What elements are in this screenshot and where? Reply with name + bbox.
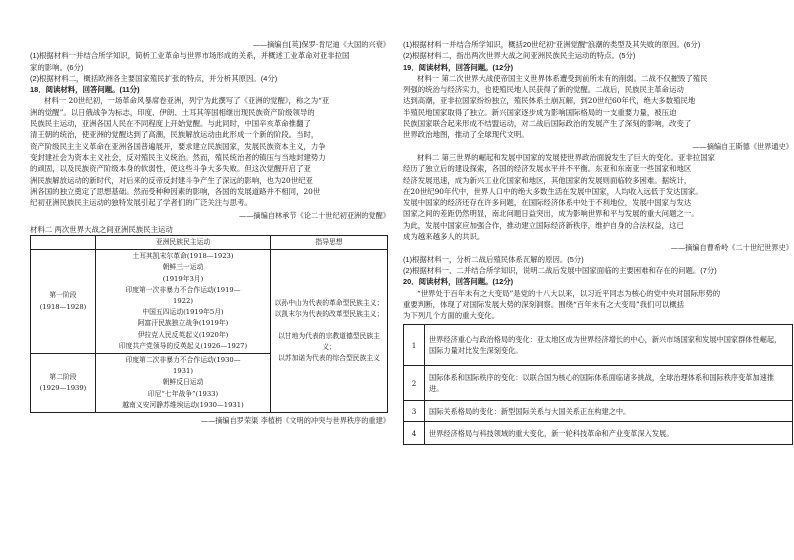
movements-cell [96,250,271,354]
material-2-paragraph [403,152,793,242]
row-number: 3 [404,401,425,422]
material-line: 材料一 第二次世界大战使帝国主义世界体系遭受到前所未有的削弱。二战不仅摧毁了殖民 [417,73,708,83]
movement-item: 印尼“七年战争”(1933) [147,389,219,398]
table-header-row [31,236,388,250]
row-text: 国际关系格局的变化：新型国际关系与大国关系正在构建之中。 [425,401,793,422]
stage-years: (1918—1928) [39,302,87,311]
material-line: 材料一 20世纪初，一场革命风暴席卷亚洲，列宁为此撰写了《亚洲的觉醒》，称之为“亚 [44,96,330,106]
material-line: 为下列几个方面的重大变化。 [403,311,500,321]
material-line: 清王朝的统治，使亚洲的觉醒达到了高潮，民族解放运动由此形成一个新的阶段。当时， [30,130,319,140]
row-text: 世界经济重心与政治格局的变化：亚太地区成为世界经济增长的中心，新兴市场国家和发展中国家群体性崛起，国际力量对比发生深刻变化。 [425,325,793,366]
row-text: 世界经济格局与科技领域的重大变化，新一轮科技革命和产业变革深入发展。 [425,422,793,445]
movements-table [30,235,388,413]
movement-item: 土耳其凯末尔革命(1918—1923) [132,252,234,261]
material-1-paragraph [30,95,390,208]
stage-cell [31,250,96,354]
table-row [404,325,793,366]
material-line: 材料二 第三世界的崛起和发展中国家的发展使世界政治面貌发生了巨大的变化。亚非拉国家 [417,152,715,162]
guide-item: 以甘地为代表的宗教道德型民族主义； [278,331,380,351]
right-column [403,0,793,445]
movement-item: (1919年3月) [162,274,204,283]
material-line: 发展中国家的经济还存在许多问题，在国际经济体系中处于不利地位，发展中国家与发达 [403,198,692,208]
material-line: 资产阶级民主主义革命在亚洲各国普遍展开，要求建立民族国家，发展民族资本主义，力争 [30,141,326,151]
question-20-paragraph [403,288,793,322]
stage-cell [31,354,96,413]
material-line: 世界政治地图，推动了全球现代文明。 [403,130,529,140]
material-line: 洲民族解放运动的新时代，对后来的反帝反封建斗争产生了深远的影响，也为20世纪亚 [30,175,313,185]
left-column [30,0,390,426]
changes-table [403,324,793,445]
source-citation: ——摘编自罗荣渠 李植枬《文明的冲突与世界秩序的重建》 [200,416,390,426]
material-line: 民族国家联合起来形成不结盟运动，对二战后国际政治的发展产生了深刻的影响，改变了 [403,119,692,129]
movement-item: 中国五四运动(1919年5月) [142,308,224,317]
material-line: 在20世纪90年代中，世界人口中的绝大多数生活在发展中国家，人均收入远低于发达国家。 [403,186,703,196]
question-18-heading: 18．阅读材料，回答问题。(11分) [30,85,140,95]
source-citation: ——摘编自[英]保罗·肯尼迪《大国的兴衰》 [252,40,390,49]
question-18-2: (2)根据材料二，指出两次世界大战之间亚洲民族民主运动的特点。(5分) [403,51,636,61]
material-line: 民族民主运动，亚洲各国人民在不同程度上开始觉醒。与此同时，中国辛亥革命推翻了 [30,119,311,129]
row-number: 2 [404,366,425,401]
question-17-1-cont: 家的影响。(6分) [30,62,84,72]
source-citation: ——摘编自王斯德《世界通史》 [692,141,793,151]
question-19-heading: 19．阅读材料，回答问题。(12分) [403,62,514,72]
material-line: 列强的统治与经济实力，也使殖民地人民获得了新的觉醒。二战后，民族民主革命运动 [403,85,684,95]
table-row [31,250,388,354]
table-header-cell: 指导思想 [271,236,388,250]
material-line: 变封建社会为资本主义社会，反对殖民主义统治。然而，殖民统治者的镇压与当地封建势力 [30,152,326,162]
question-19-2: (2)根据材料一、二并结合所学知识，说明二战后发展中国家面临的主要困难和存在的问题。(7分) [403,265,717,275]
source-citation: ——摘编自曹希岭《二十世纪世界史》 [670,243,793,253]
question-19-1: (1)根据材料一，分析二战后殖民体系瓦解的原因。(5分) [403,254,584,264]
question-17-2: (2)根据材料二，概括欧洲各主要国家殖民扩张的特点，并分析其原因。(4分) [30,73,278,83]
guide-item: 以凯末尔为代表的改革型民族主义； [274,310,384,319]
material-line: 重要判断，体现了对国际发展大势的深刻洞察。围绕“百年未有之大变局”我们可以概括 [403,299,685,309]
question-18-1: (1)根据材料一并结合所学知识，概括20世纪初“亚洲觉醒”浪潮的类型及其失败的原因。(6分) [403,40,701,49]
question-20-heading: 20．阅读材料，回答问题。(12分) [403,277,514,287]
material-1-paragraph [403,73,793,141]
row-number: 4 [404,422,425,445]
movement-item: 印度共产党领导的反英起义(1926—1927) [118,341,248,350]
row-text: 国际体系和国际秩序的变化：以联合国为核心的国际体系面临诸多挑战，全球治理体系和国际秩序变革加速推进。 [425,366,793,401]
material-line: 洲各国的独立奠定了思想基础。然而受种种因素的影响，各国的发展道路并不相同，20世 [30,186,321,196]
material-line: 纪初亚洲民族民主运动的独特发展引起了学者们的广泛关注与思考。 [30,198,252,208]
guide-cell [271,250,388,413]
material-line: 成为越来越多人的共识。 [403,232,485,242]
movement-item: 伊拉克人民反英起义(1920年) [137,330,229,339]
material-line: 的顽固，以及民族资产阶级本身的软弱性，使这些斗争大多失败。但这次觉醒开启了亚 [30,164,311,174]
table-header-cell [31,236,96,250]
table-row [404,401,793,422]
row-number: 1 [404,325,425,366]
material-line: 为此，发展中国家应加强合作，推动建立国际经济新秩序，维护自身的合法权益，这已 [403,220,684,230]
material-line: 国家之间的差距仍然明显，南北问题日益突出，成为影响世界和平与发展的重大问题之一。 [403,209,699,219]
stage-years: (1929—1939) [39,384,87,393]
movement-item: 1931) [173,367,193,376]
stage-label: 第一阶段 [49,291,77,300]
source-citation: ——摘编自林承节《论二十世纪初亚洲的觉醒》 [239,211,390,221]
material-line: 半殖民地国家取得了独立。新兴国家逐步成为影响国际格局的一支重要力量，被压迫 [403,107,677,117]
question-17-1: (1)根据材料一并结合所学知识，简析工业革命与世界市场形成的关系，并概述工业革命对亚非拉国 [30,51,350,61]
material-line: 洲的觉醒”。以日俄战争为标志，印度、伊朗、土耳其等国相继出现民族资产阶级领导的 [30,107,315,117]
movement-item: 朝鲜反日运动 [162,378,204,387]
guide-item: 以苏加诺为代表的综合型民族主义 [278,353,380,362]
material-2-title: 材料二 两次世界大战之间亚洲民族民主运动 [30,224,173,234]
movements-cell [96,354,271,413]
movement-item: 印度第一次非暴力不合作运动(1919— [125,285,241,294]
movement-item: 越南义安河静苏维埃运动(1930—1931) [122,400,244,409]
material-line: 经济发展迅速，成为新兴工业化国家和地区，其他国家的发展则面临较多困难。据统计， [403,175,692,185]
guide-item: 以孙中山为代表的革命型民族主义； [274,299,384,308]
material-line: 达到高潮，亚非拉国家纷纷独立，殖民体系土崩瓦解，到20世纪60年代，绝大多数殖民地 [403,96,696,106]
table-row [404,366,793,401]
material-line: 经历了独立后的建设探索，各国的经济发展水平并不平衡。东亚和东南亚一些国家和地区 [403,164,692,174]
stage-label: 第二阶段 [49,372,77,381]
material-line: “世界处于百年未有之大变局”是党的十八大以来，以习近平同志为核心的党中央对国际形势的 [417,288,721,298]
movement-item: 印度第二次非暴力不合作运动(1930— [125,356,241,365]
movement-item: 朝鲜三一运动 [162,263,204,272]
table-row [404,422,793,445]
table-header-cell: 亚洲民族民主运动 [96,236,271,250]
movement-item: 阿富汗民族独立战争(1919年) [137,319,229,328]
movement-item: 1922) [173,297,193,306]
